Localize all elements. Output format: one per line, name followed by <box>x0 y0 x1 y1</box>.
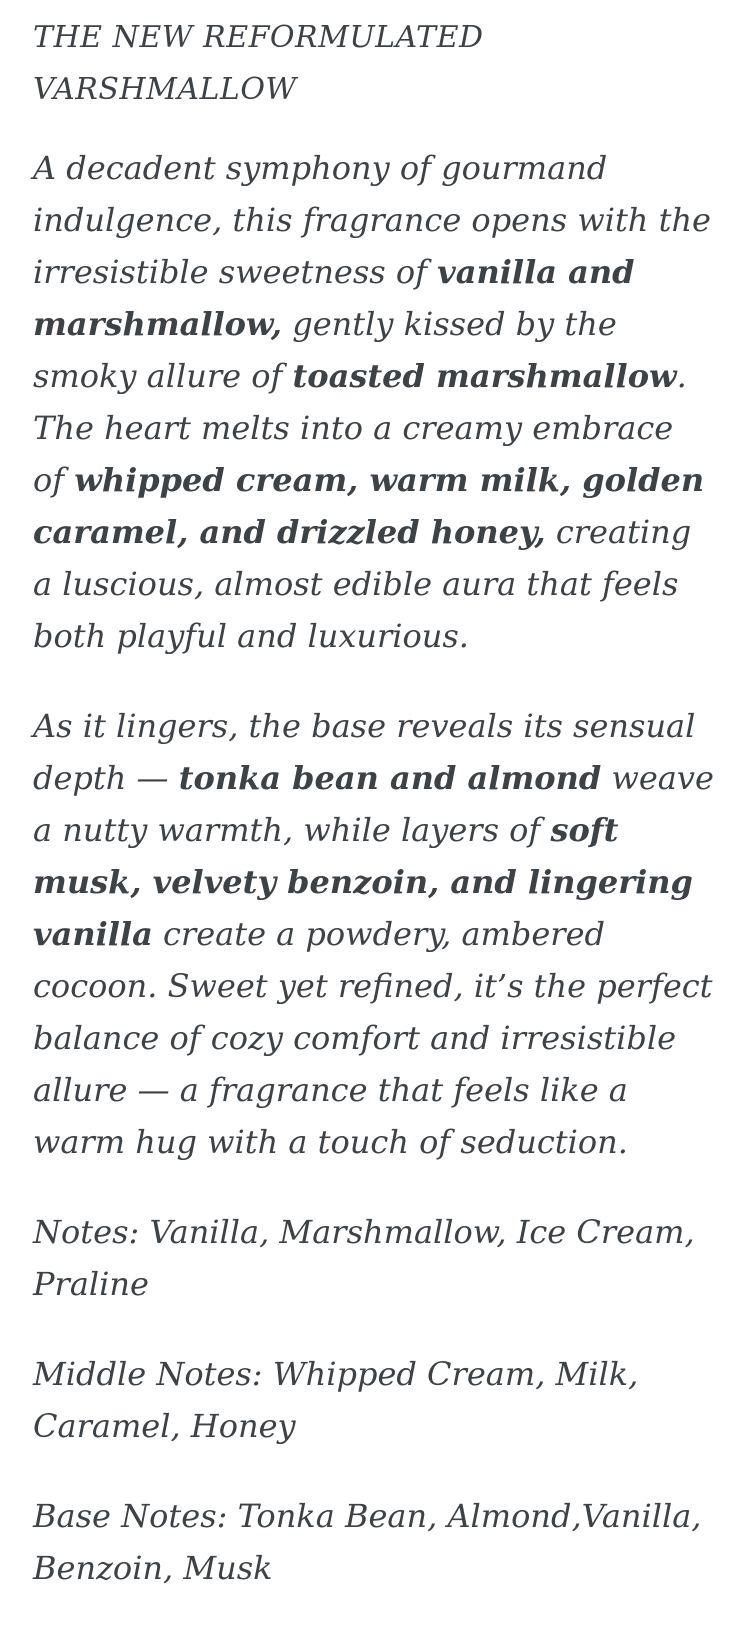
text-segment-bold: soft musk, velvety benzoin, and lingering vanilla <box>33 811 693 953</box>
text-segment: As it lingers, the base reveals its sensual depth — <box>33 707 696 797</box>
text-segment: creating a luscious, almost edible aura that feels both playful and luxurious. <box>33 513 692 655</box>
paragraph <box>33 1206 714 1310</box>
text-segment: Base Notes: Tonka Bean, Almond,Vanilla, Benzoin, Musk <box>33 1497 702 1587</box>
text-segment-bold: toasted marshmallow <box>292 357 677 395</box>
paragraph <box>33 142 714 662</box>
description-paragraphs <box>33 142 714 1594</box>
text-segment-bold: whipped cream, warm milk, golden caramel, and drizzled honey, <box>33 461 705 551</box>
text-segment: . The heart melts into a creamy embrace of <box>33 357 687 499</box>
text-segment: weave a nutty warmth, while layers of <box>33 759 714 849</box>
page-title: THE NEW REFORMULATED VARSHMALLOW <box>33 20 484 107</box>
text-segment: A decadent symphony of gourmand indulgence, this fragrance opens with the irresistible sweetness of <box>33 149 711 291</box>
text-segment-bold: tonka bean and almond <box>178 759 602 797</box>
paragraph <box>33 700 714 1168</box>
paragraph <box>33 1490 714 1594</box>
paragraph <box>33 1348 714 1452</box>
text-segment: create a powdery, ambered cocoon. Sweet yet refined, it’s the perfect balance of cozy comfort and irresistible allure — a fragrance that feels like a warm hug with a touch of seduction. <box>33 915 713 1161</box>
text-segment: Notes: Vanilla, Marshmallow, Ice Cream, Praline <box>33 1213 695 1303</box>
text-segment: Middle Notes: Whipped Cream, Milk, Caramel, Honey <box>33 1355 639 1445</box>
text-segment: gently kissed by the smoky allure of <box>33 305 617 395</box>
text-segment-bold: vanilla and marshmallow, <box>33 253 635 343</box>
